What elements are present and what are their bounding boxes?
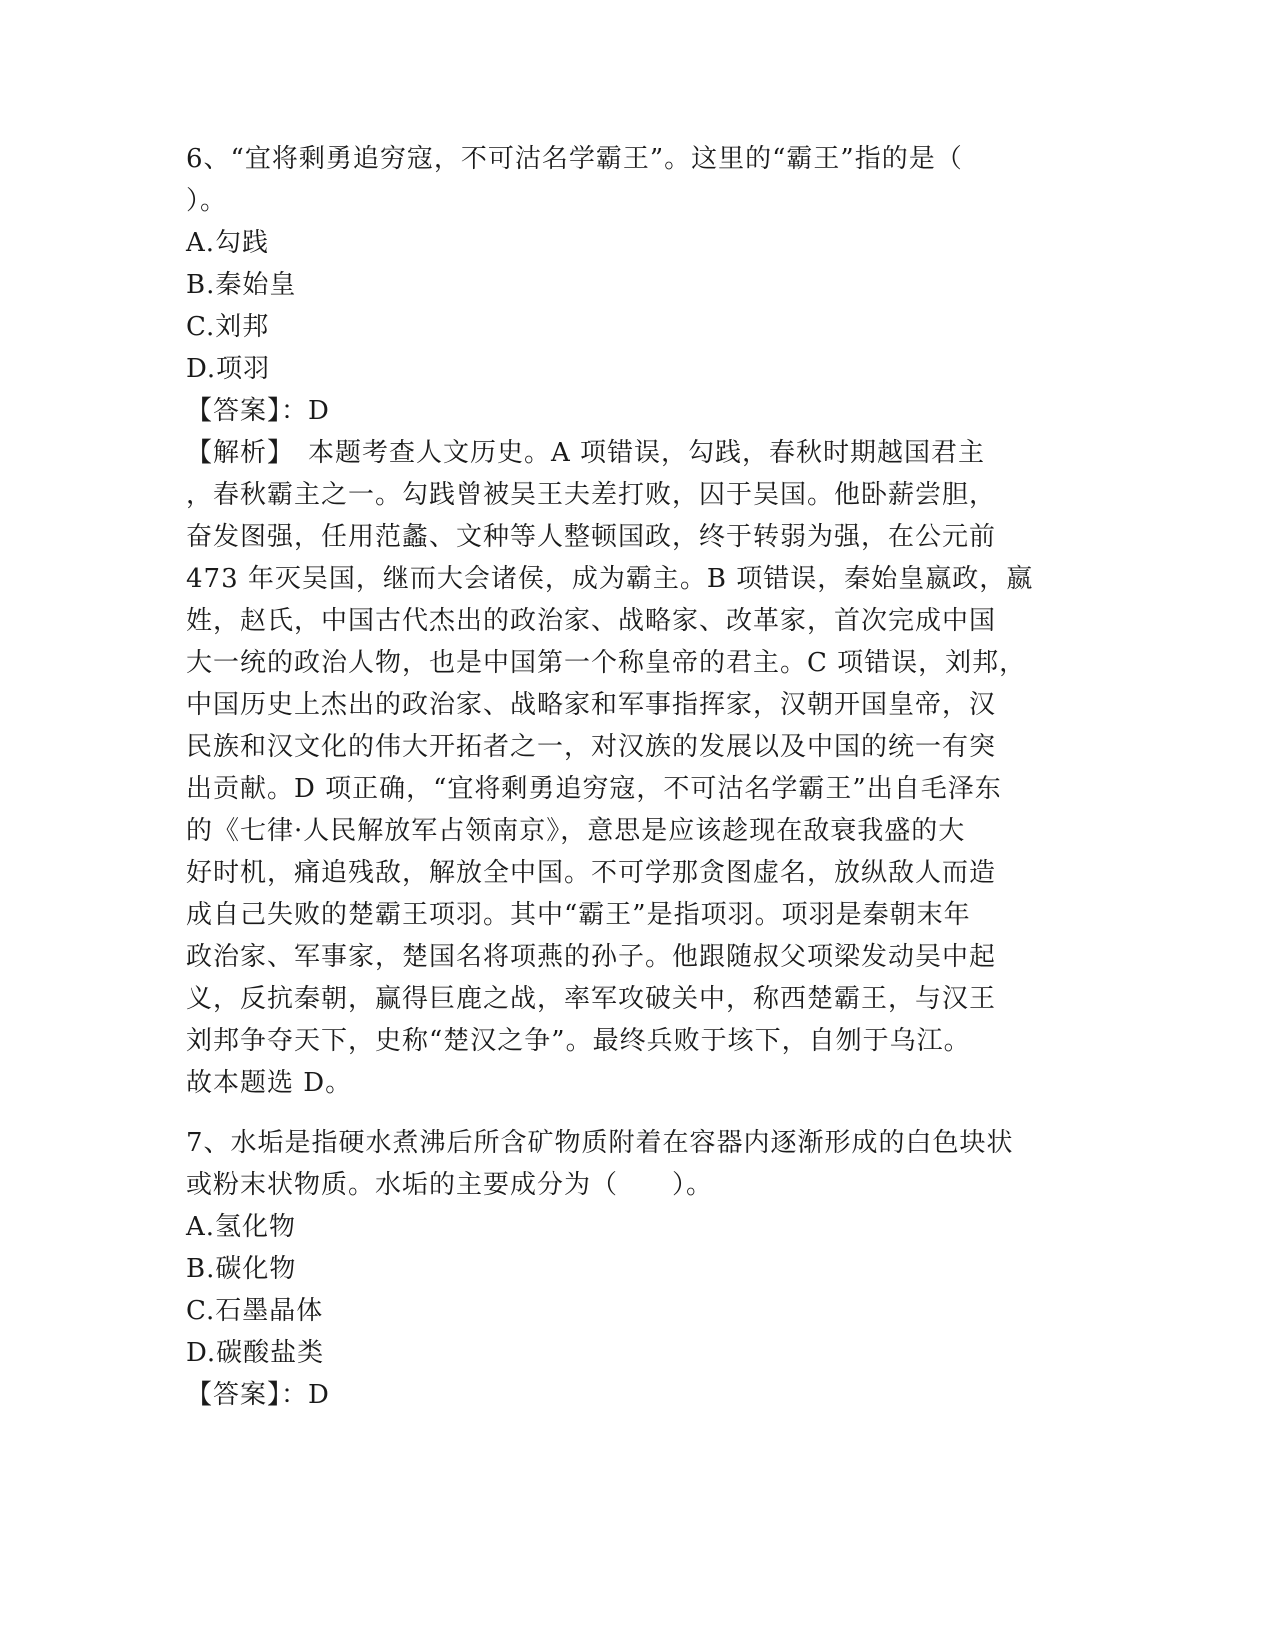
analysis-line: 义，反抗秦朝，赢得巨鹿之战，率军攻破关中，称西楚霸王，与汉王 — [186, 984, 997, 1014]
question-spacer — [186, 1104, 1086, 1122]
question-6 — [186, 138, 1086, 1104]
analysis-line: 【解析】 本题考查人文历史。A 项错误，勾践，春秋时期越国君主 — [186, 438, 986, 468]
analysis-line: 473 年灭吴国，继而大会诸侯，成为霸主。B 项错误，秦始皇嬴政，嬴 — [186, 564, 1034, 594]
option-b: B.碳化物 — [186, 1254, 297, 1284]
analysis-line: 奋发图强，任用范蠡、文种等人整顿国政，终于转弱为强，在公元前 — [186, 522, 997, 552]
option-c: C.石墨晶体 — [186, 1296, 324, 1326]
document-page — [186, 138, 1086, 1416]
analysis-line: ，春秋霸主之一。勾践曾被吴王夫差打败，囚于吴国。他卧薪尝胆， — [186, 480, 997, 510]
answer-line: 【答案】：D — [186, 396, 330, 426]
analysis-line: 大一统的政治人物，也是中国第一个称皇帝的君主。C 项错误，刘邦， — [186, 648, 1027, 678]
option-a: A.氢化物 — [186, 1212, 297, 1242]
analysis-line: 成自己失败的楚霸王项羽。其中“霸王”是指项羽。项羽是秦朝末年 — [186, 900, 971, 930]
analysis-line: 政治家、军事家，楚国名将项燕的孙子。他跟随叔父项梁发动吴中起 — [186, 942, 997, 972]
option-b: B.秦始皇 — [186, 270, 297, 300]
question-7 — [186, 1122, 1086, 1416]
question-stem: 7、水垢是指硬水煮沸后所含矿物质附着在容器内逐渐形成的白色块状 — [186, 1128, 1014, 1158]
question-stem: 或粉末状物质。水垢的主要成分为（ ）。 — [186, 1170, 714, 1200]
analysis-line: 刘邦争夺天下，史称“楚汉之争”。最终兵败于垓下，自刎于乌江。 — [186, 1026, 971, 1056]
question-stem: 6、“宜将剩勇追穷寇，不可沽名学霸王”。这里的“霸王”指的是（ — [186, 144, 963, 174]
analysis-line: 中国历史上杰出的政治家、战略家和军事指挥家，汉朝开国皇帝，汉 — [186, 690, 997, 720]
analysis-line: 姓，赵氏，中国古代杰出的政治家、战略家、改革家，首次完成中国 — [186, 606, 997, 636]
analysis-line: 出贡献。D 项正确，“宜将剩勇追穷寇，不可沽名学霸王”出自毛泽东 — [186, 774, 1002, 804]
option-d: D.项羽 — [186, 354, 271, 384]
option-d: D.碳酸盐类 — [186, 1338, 325, 1368]
analysis-line: 好时机，痛追残敌，解放全中国。不可学那贪图虚名，放纵敌人而造 — [186, 858, 997, 888]
analysis-line: 故本题选 D。 — [186, 1068, 353, 1098]
answer-line: 【答案】：D — [186, 1380, 330, 1410]
option-a: A.勾践 — [186, 228, 270, 258]
question-stem: ）。 — [186, 186, 228, 216]
analysis-line: 的《七律·人民解放军占领南京》，意思是应该趁现在敌衰我盛的大 — [186, 816, 966, 846]
analysis-line: 民族和汉文化的伟大开拓者之一，对汉族的发展以及中国的统一有突 — [186, 732, 997, 762]
option-c: C.刘邦 — [186, 312, 270, 342]
